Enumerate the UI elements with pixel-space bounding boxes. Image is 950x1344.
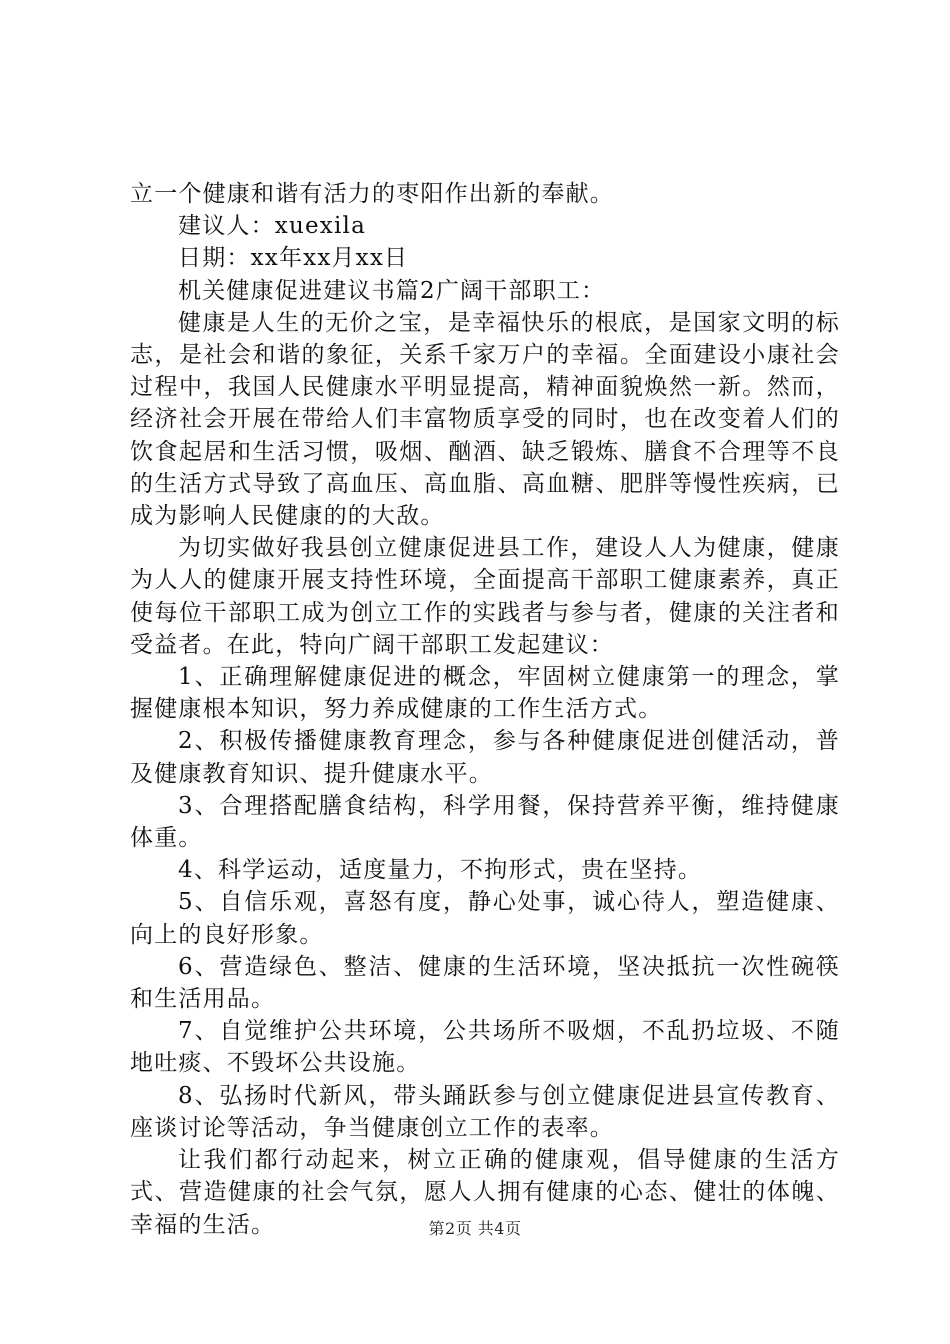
paragraph-closing-line: 立一个健康和谐有活力的枣阳作出新的奉献。 (130, 181, 614, 207)
list-item-3: 3、合理搭配膳食结构，科学用餐，保持营养平衡，维持健康体重。 (130, 792, 840, 852)
paragraph-conclusion: 让我们都行动起来，树立正确的健康观，倡导健康的生活方式、营造健康的社会气氛，愿人人拥有健康的心态、健壮的体魄、幸福的生活。 (130, 1147, 840, 1238)
list-item-8: 8、弘扬时代新风，带头踊跃参与创立健康促进县宣传教育、座谈讨论等活动，争当健康创立工作的表率。 (130, 1082, 840, 1141)
proposer-line: 建议人：xuexila (178, 213, 366, 240)
paragraph-initiative: 为切实做好我县创立健康促进县工作，建设人人为健康，健康为人人的健康开展支持性环境，全面提高干部职工健康素养，真正使每位干部职工成为创立工作的实践者与参与者，健康的关注者和受益者。在此，特向广阔干部职工发起建议： (130, 535, 840, 658)
date-line: 日期：xx年xx月xx日 (178, 245, 409, 272)
list-item-2: 2、积极传播健康教育理念，参与各种健康促进创健活动，普及健康教育知识、提升健康水平。 (130, 728, 840, 787)
section-heading: 机关健康促进建议书篇2广阔干部职工： (178, 277, 606, 304)
page-number-footer: 第2页 共4页 (428, 1219, 522, 1238)
paragraph-intro: 健康是人生的无价之宝，是幸福快乐的根底，是国家文明的标志，是社会和谐的象征，关系千家万户的幸福。全面建设小康社会过程中，我国人民健康水平明显提高，精神面貌焕然一新。然而，经济社会开展在带给人们丰富物质享受的同时，也在改变着人们的饮食起居和生活习惯，吸烟、酗酒、缺乏锻炼、膳食不合理等不良的生活方式导致了高血压、高血脂、高血糖、肥胖等慢性疾病，已成为影响人民健康的的大敌。 (130, 309, 840, 530)
list-item-4: 4、科学运动，适度量力，不拘形式，贵在坚持。 (178, 857, 703, 884)
list-item-5: 5、自信乐观，喜怒有度，静心处事，诚心待人，塑造健康、向上的良好形象。 (130, 889, 840, 948)
document-body (130, 178, 840, 1241)
list-item-7: 7、自觉维护公共环境，公共场所不吸烟，不乱扔垃圾、不随地吐痰、不毁坏公共设施。 (130, 1018, 840, 1077)
list-item-1: 1、正确理解健康促进的概念，牢固树立健康第一的理念，掌握健康根本知识，努力养成健康的工作生活方式。 (130, 664, 840, 723)
list-item-6: 6、营造绿色、整洁、健康的生活环境，坚决抵抗一次性碗筷和生活用品。 (130, 953, 840, 1013)
